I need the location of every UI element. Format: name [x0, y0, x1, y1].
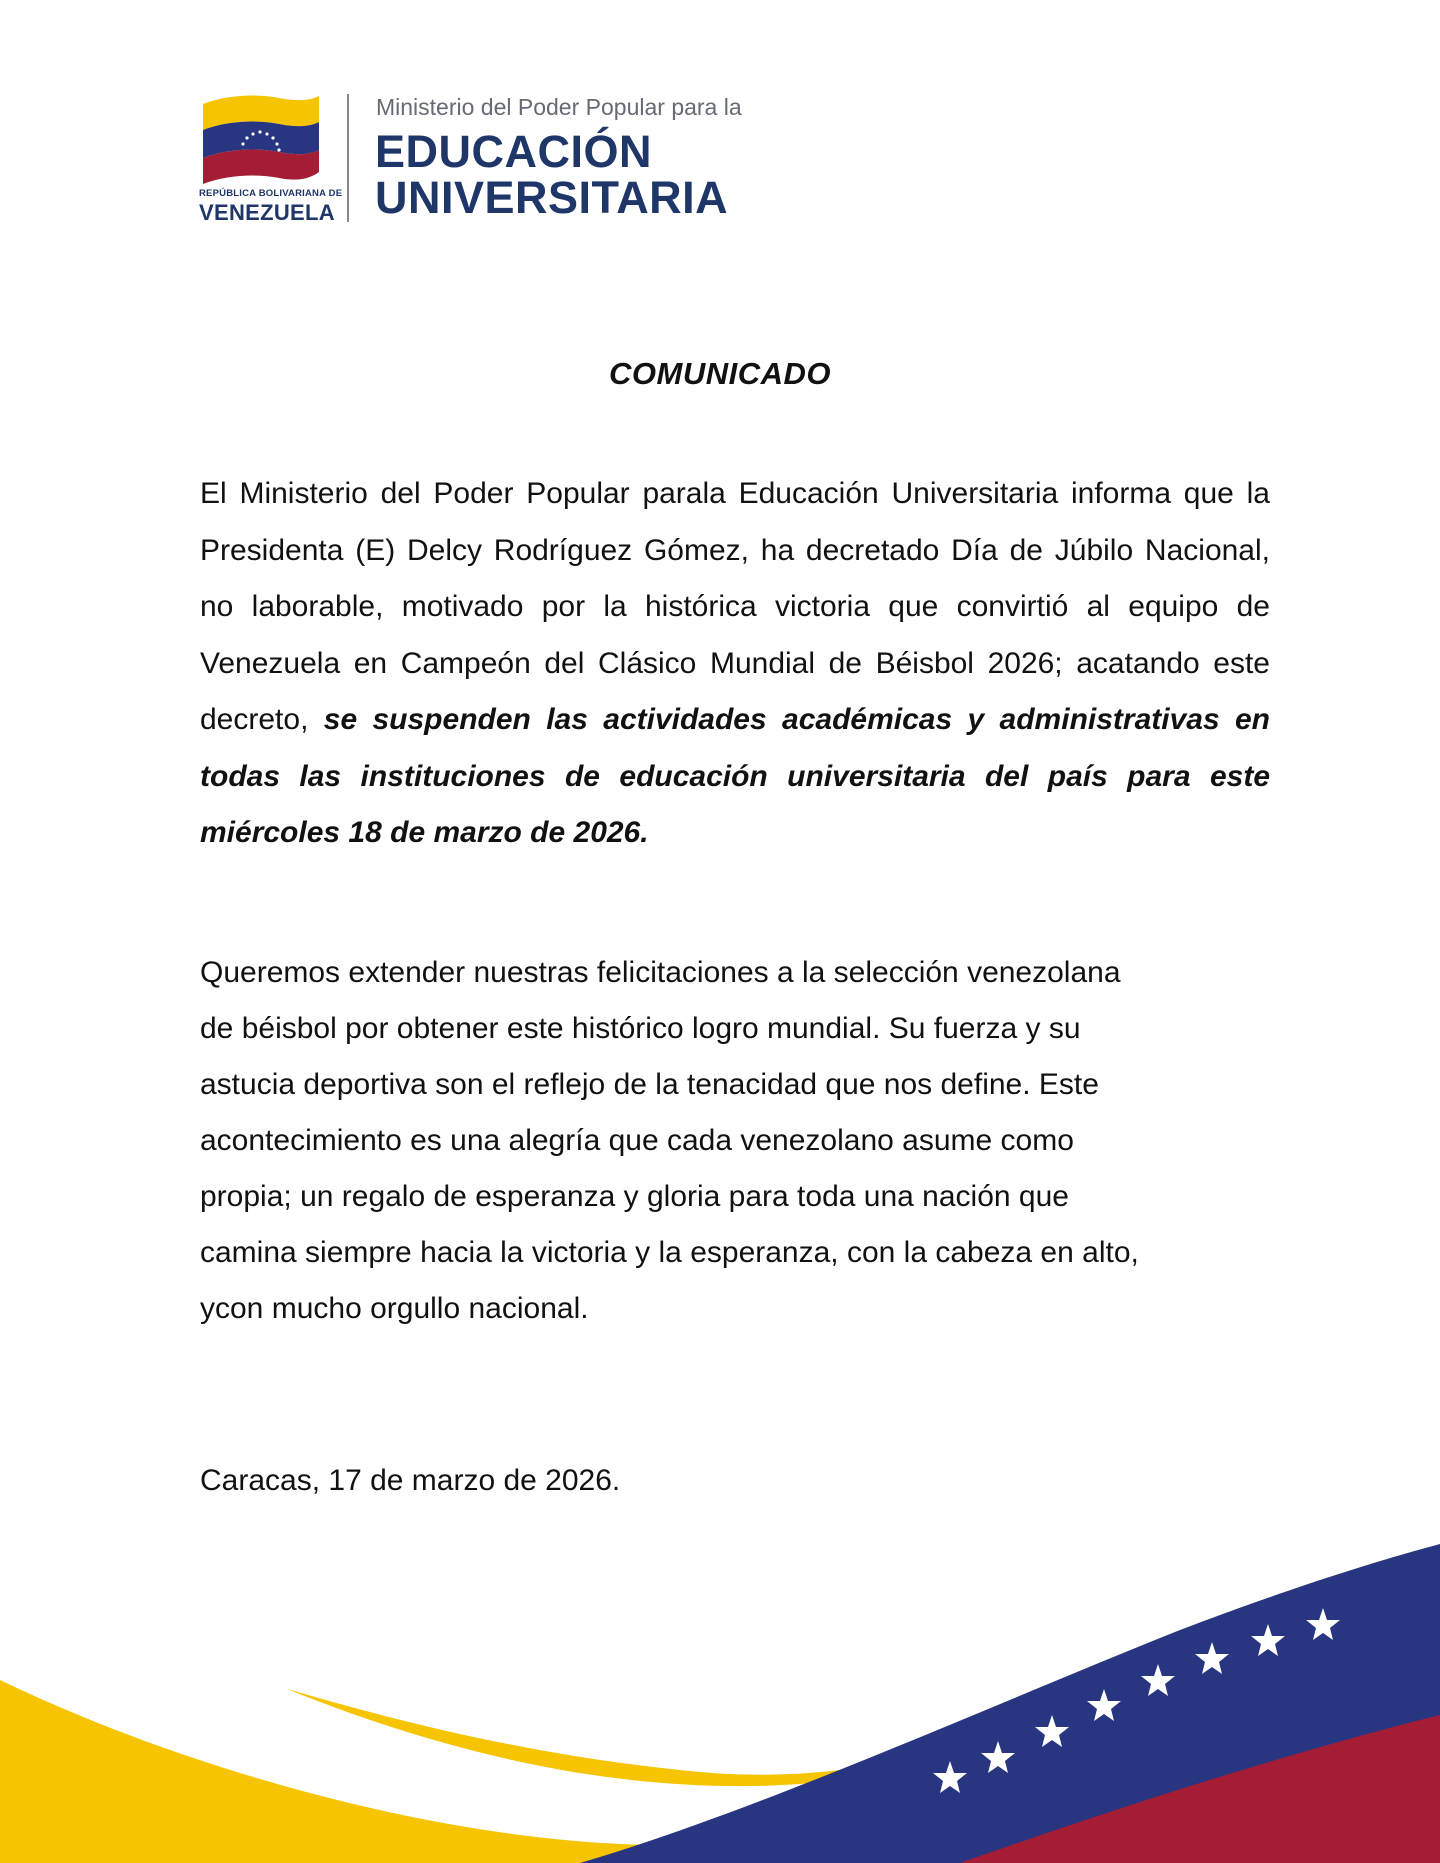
- ministry-name-line1: EDUCACIÓN: [375, 126, 653, 177]
- paragraph-announcement-emphasis: se suspenden las actividades académicas y administrativas en todas las instituciones de educación universitaria del país para este miércoles 18 de marzo de 2026.: [200, 703, 1271, 849]
- republica-label: REPÚBLICA BOLIVARIANA DE: [199, 188, 343, 199]
- paragraph-line: ycon mucho orgullo nacional.: [200, 1292, 589, 1325]
- paragraph-line: camina siempre hacia la victoria y la esperanza, con la cabeza en alto,: [200, 1236, 1139, 1269]
- header-divider: [347, 94, 349, 222]
- venezuela-flag-logo-icon: [199, 92, 321, 187]
- paragraph-announcement: [200, 466, 1270, 862]
- date-line: Caracas, 17 de marzo de 2026.: [200, 1464, 621, 1497]
- paragraph-line: Queremos extender nuestras felicitaciones a la selección venezolana: [200, 956, 1121, 989]
- paragraph-announcement-text: El Ministerio del Poder Popular parala Educación Universitaria informa que la Presidenta (E) Delcy Rodríguez Gómez, ha decretado Día de Júbilo Nacional, no laborable, motivado por la histórica victoria que convirtió al equipo de Venezuela en Campeón del Clásico Mundial de Béisbol 2026; acatando este decreto,: [200, 477, 1270, 736]
- venezuela-flag-wave-icon: [0, 1480, 1440, 1863]
- paragraph-congratulations: [200, 945, 1270, 1337]
- ministry-name-line2: UNIVERSITARIA: [375, 172, 729, 223]
- paragraph-line: propia; un regalo de esperanza y gloria para toda una nación que: [200, 1180, 1069, 1213]
- ministry-prefix: Ministerio del Poder Popular para la: [376, 94, 742, 120]
- paragraph-line: astucia deportiva son el reflejo de la tenacidad que nos define. Este: [200, 1068, 1099, 1101]
- ministry-header: [199, 92, 759, 227]
- paragraph-line: de béisbol por obtener este histórico logro mundial. Su fuerza y su: [200, 1012, 1081, 1045]
- document-title: COMUNICADO: [609, 356, 831, 391]
- paragraph-line: acontecimiento es una alegría que cada venezolano asume como: [200, 1124, 1074, 1157]
- country-label: VENEZUELA: [199, 200, 335, 225]
